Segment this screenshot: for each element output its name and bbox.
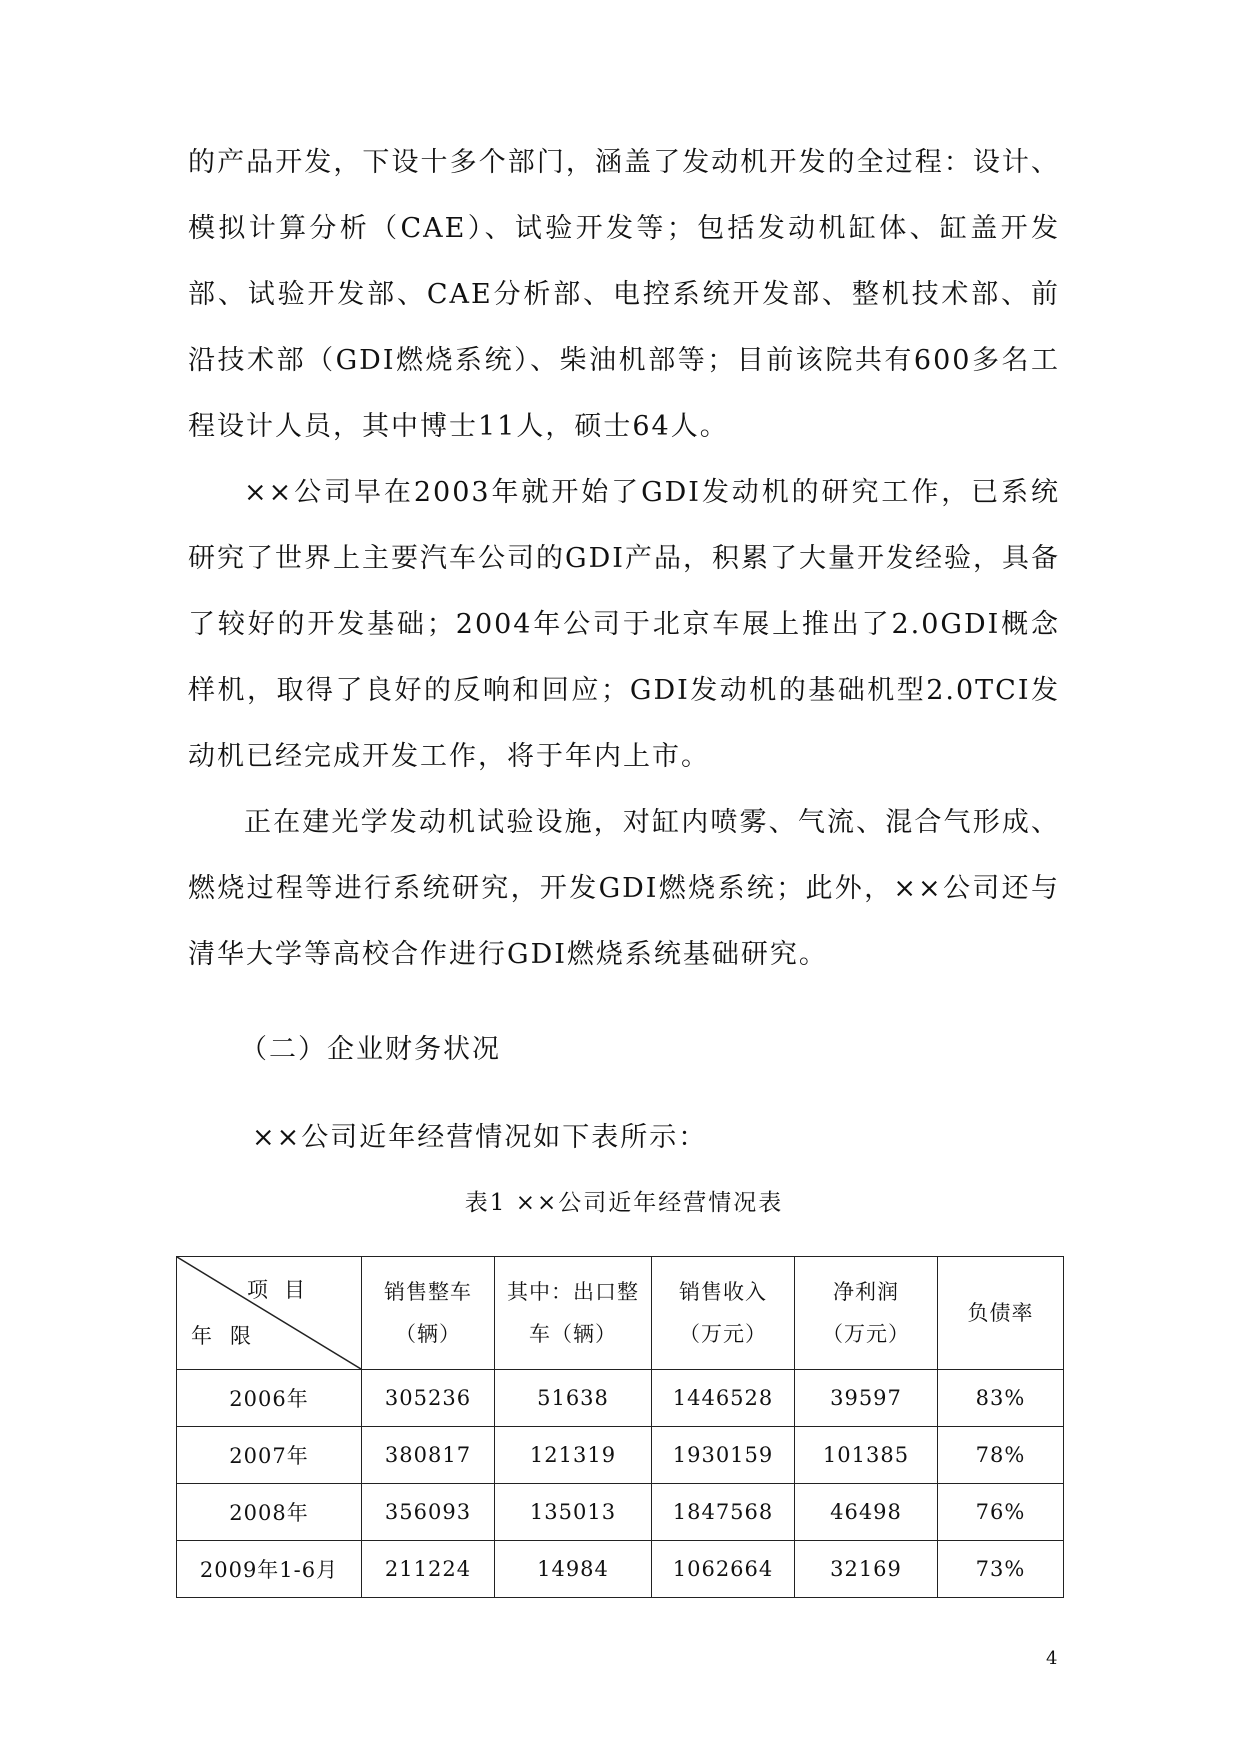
table-cell: 51638 [495, 1370, 652, 1427]
header-line: 其中：出口整 [507, 1280, 639, 1304]
table-cell: 2009年1-6月 [177, 1541, 362, 1598]
table-cell: 46498 [795, 1484, 938, 1541]
table-cell: 76% [938, 1484, 1064, 1541]
table-cell: 83% [938, 1370, 1064, 1427]
section-heading: （二）企业财务状况 [240, 1034, 501, 1065]
header-line: （万元） [822, 1322, 910, 1346]
table-cell: 135013 [495, 1484, 652, 1541]
corner-top-label: 项目 [247, 1278, 321, 1302]
corner-bottom-label: 年限 [191, 1324, 269, 1348]
table-cell: 305236 [362, 1370, 495, 1427]
header-cell [795, 1257, 938, 1370]
table-row [177, 1427, 1064, 1484]
table-cell: 1446528 [652, 1370, 795, 1427]
table-row [177, 1370, 1064, 1427]
table-cell: 121319 [495, 1427, 652, 1484]
table-cell: 2008年 [177, 1484, 362, 1541]
table-cell: 101385 [795, 1427, 938, 1484]
paragraph-2: ××公司早在2003年就开始了GDI发动机的研究工作，已系统研究了世界上主要汽车公司的GDI产品，积累了大量开发经验，具备了较好的开发基础；2004年公司于北京车展上推出了2.0GDI概念样机，取得了良好的反响和回应；GDI发动机的基础机型2.0TCI发动机已经完成开发工作，将于年内上市。 [188, 477, 1060, 772]
paragraph-1: 的产品开发，下设十多个部门，涵盖了发动机开发的全过程：设计、模拟计算分析（CAE）、试验开发等；包括发动机缸体、缸盖开发部、试验开发部、CAE分析部、电控系统开发部、整机技术部、前沿技术部（GDI燃烧系统）、柴油机部等；目前该院共有600多名工程设计人员，其中博士11人，硕士64人。 [188, 147, 1060, 442]
page-number: 4 [1046, 1648, 1058, 1669]
table-cell: 73% [938, 1541, 1064, 1598]
header-cell [495, 1257, 652, 1370]
table-cell: 1847568 [652, 1484, 795, 1541]
table-cell: 1062664 [652, 1541, 795, 1598]
header-line: 车（辆） [529, 1322, 617, 1346]
table-cell: 2007年 [177, 1427, 362, 1484]
table-row [177, 1541, 1064, 1598]
table-cell: 14984 [495, 1541, 652, 1598]
table-caption: 表1 ××公司近年经营情况表 [464, 1190, 784, 1216]
table-cell: 356093 [362, 1484, 495, 1541]
table-cell: 32169 [795, 1541, 938, 1598]
table-cell: 211224 [362, 1541, 495, 1598]
header-cell [938, 1257, 1064, 1370]
header-cell [652, 1257, 795, 1370]
header-line: （万元） [679, 1322, 767, 1346]
header-line: （辆） [395, 1322, 461, 1346]
table-cell: 2006年 [177, 1370, 362, 1427]
table-intro: ××公司近年经营情况如下表所示： [252, 1122, 708, 1153]
header-line: 销售整车 [384, 1280, 472, 1304]
header-cell [362, 1257, 495, 1370]
header-line: 销售收入 [679, 1280, 767, 1304]
table-cell: 1930159 [652, 1427, 795, 1484]
header-line: 负债率 [967, 1301, 1034, 1325]
table-cell: 380817 [362, 1427, 495, 1484]
table-header-row [177, 1257, 1064, 1370]
table-cell: 39597 [795, 1370, 938, 1427]
header-corner-cell [177, 1257, 362, 1370]
table-cell: 78% [938, 1427, 1064, 1484]
header-line: 净利润 [833, 1280, 899, 1304]
operations-table [176, 1256, 1064, 1598]
table-row [177, 1484, 1064, 1541]
paragraph-3: 正在建光学发动机试验设施，对缸内喷雾、气流、混合气形成、燃烧过程等进行系统研究，开发GDI燃烧系统；此外，××公司还与清华大学等高校合作进行GDI燃烧系统基础研究。 [188, 807, 1060, 970]
